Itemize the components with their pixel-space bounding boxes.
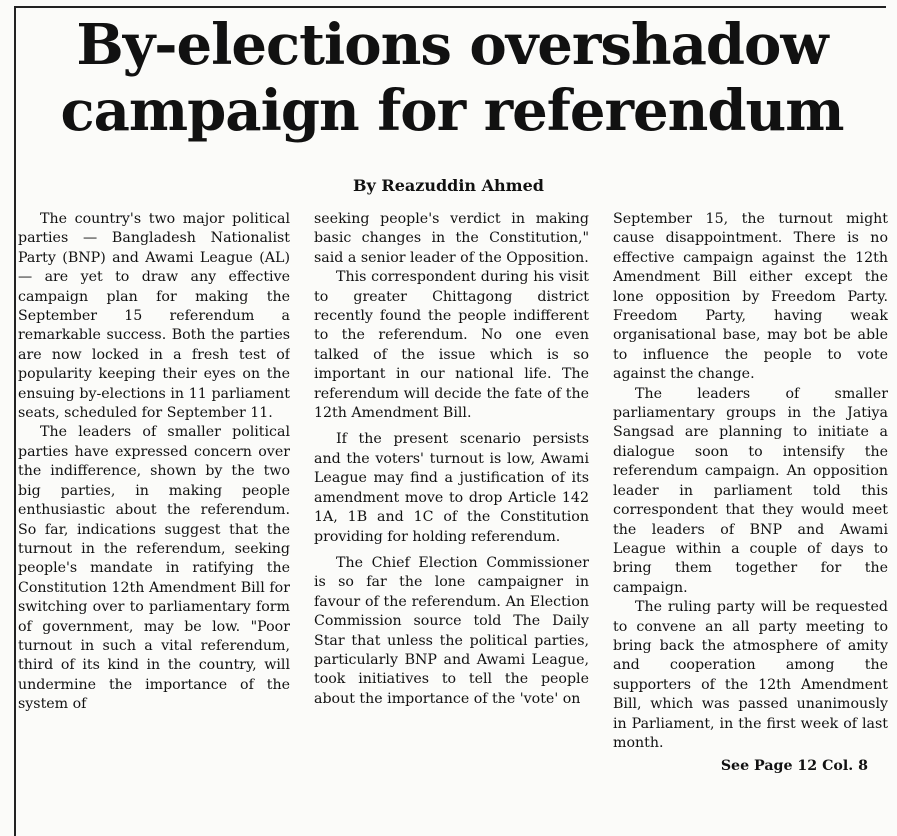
left-rule (14, 6, 16, 836)
column-2 (314, 210, 589, 830)
headline (22, 12, 882, 144)
paragraph: September 15, the turnout might cause disappointment. There is no effective campaign against the 12th Amendment Bill either except the lone opposition by Freedom Party. Freedom Party, having weak organisational base, may bot be able to influence the people to vote against the change. (613, 211, 888, 383)
paragraph: The leaders of smaller political parties have expressed concern over the indifference, shown by the two big parties, in making people enthusiastic about the referendum. So far, indications suggest that the turnout in the referendum, seeking people's mandate in ratifying the Constitution 12th Amendment Bill for switching over to parliamentary form of government, may be low. "Poor turnout in such a vital referendum, third of its kind in the country, will undermine the importance of the system of (18, 424, 290, 713)
column-3 (613, 210, 888, 830)
byline: By Reazuddin Ahmed (353, 176, 544, 195)
paragraph: If the present scenario persists and the voters' turnout is low, Awami League may find a justification of its amendment move to drop Article 142 1A, 1B and 1C of the Constitution providing for holding referendum. (314, 431, 589, 545)
column-1 (18, 210, 290, 830)
paragraph: seeking people's verdict in making basic changes in the Constitution," said a senior leader of the Opposition. (314, 211, 589, 266)
paragraph: This correspondent during his visit to greater Chittagong district recently found the people indifferent to the referendum. No one even talked of the issue which is so important in our national life. The referendum will decide the fate of the 12th Amendment Bill. (314, 269, 589, 422)
paragraph: The leaders of smaller parliamentary groups in the Jatiya Sangsad are planning to initiate a dialogue soon to intensify the referendum campaign. An opposition leader in parliament told this correspondent that they would meet the leaders of BNP and Awami League within a couple of days to bring them together for the campaign. (613, 385, 888, 596)
paragraph: The ruling party will be requested to convene an all party meeting to bring back the atmosphere of amity and cooperation among the supporters of the 12th Amendment Bill, which was passed unanimously in Parliament, in the first week of last month. (613, 599, 888, 751)
continuation-jump: See Page 12 Col. 8 (720, 758, 868, 775)
headline-line-2: campaign for referendum (60, 78, 844, 144)
top-rule (14, 6, 886, 8)
headline-line-1: By-elections overshadow (76, 12, 828, 78)
article-body (18, 210, 890, 830)
paragraph: The country's two major political parties — Bangladesh Nationalist Party (BNP) and Awami League (AL) — are yet to draw any effective campaign plan for making the September 15 referendum a remarkable success. Both the parties are now locked in a fresh test of popularity keeping their eyes on the ensuing by-elections in 11 parliament seats, scheduled for September 11. (18, 211, 290, 422)
paragraph: The Chief Election Commissioner is so far the lone campaigner in favour of the referendum. An Election Commission source told The Daily Star that unless the political parties, particularly BNP and Awami League, took initiatives to tell the people about the importance of the 'vote' on (314, 554, 589, 707)
